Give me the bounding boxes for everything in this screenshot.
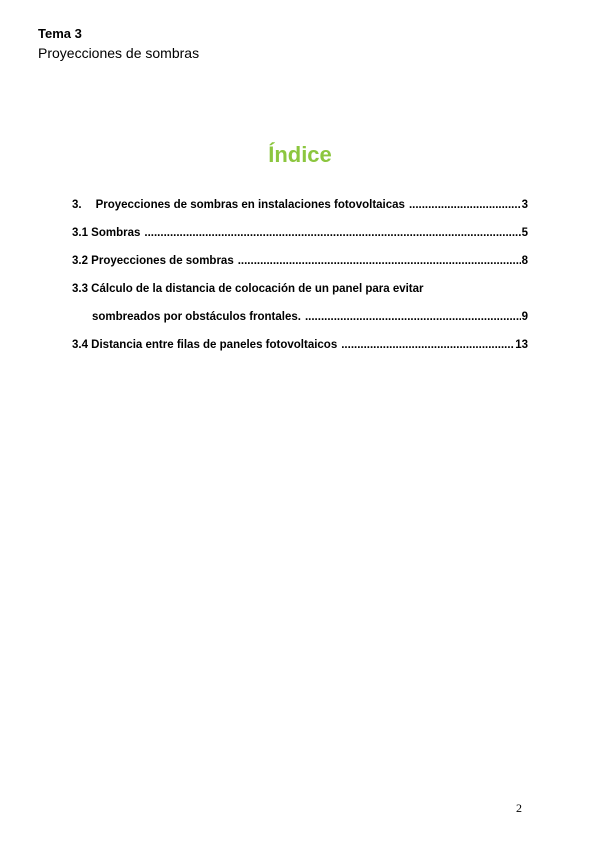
- toc-entry-number: 3.: [72, 199, 82, 211]
- toc-entry-page: 9: [521, 311, 528, 323]
- toc-entry-3-1[interactable]: [72, 227, 528, 255]
- toc-entry-label-line1: 3.3 Cálculo de la distancia de colocación de un panel para evitar: [72, 283, 424, 295]
- table-of-contents: [72, 199, 528, 367]
- header-subtitle: Proyecciones de sombras: [38, 45, 200, 61]
- toc-entry-3[interactable]: [72, 199, 528, 227]
- toc-dot-leader: [305, 311, 521, 323]
- toc-dot-leader: [409, 199, 521, 211]
- toc-entry-page: 13: [515, 339, 528, 351]
- page-number: 2: [516, 801, 522, 815]
- toc-entry-3-2[interactable]: [72, 255, 528, 283]
- toc-dot-leader: [238, 255, 521, 267]
- toc-entry-label: Proyecciones de sombras en instalaciones fotovoltaicas: [95, 199, 405, 211]
- toc-entry-page: 3: [521, 199, 528, 211]
- toc-entry-3-4[interactable]: [72, 339, 528, 367]
- toc-entry-page: 8: [521, 255, 528, 267]
- toc-entry-label: 3.1 Sombras: [72, 227, 141, 239]
- toc-entry-3-3[interactable]: [72, 283, 528, 339]
- toc-dot-leader: [341, 339, 514, 351]
- toc-dot-leader: [144, 227, 520, 239]
- toc-entry-label: 3.4 Distancia entre filas de paneles fotovoltaicos: [72, 339, 338, 351]
- toc-entry-label-line2: sombreados por obstáculos frontales.: [92, 311, 301, 323]
- toc-entry-page: 5: [521, 227, 528, 239]
- header-title: Tema 3: [38, 26, 82, 41]
- toc-entry-label: 3.2 Proyecciones de sombras: [72, 255, 234, 267]
- toc-heading: Índice: [268, 142, 332, 167]
